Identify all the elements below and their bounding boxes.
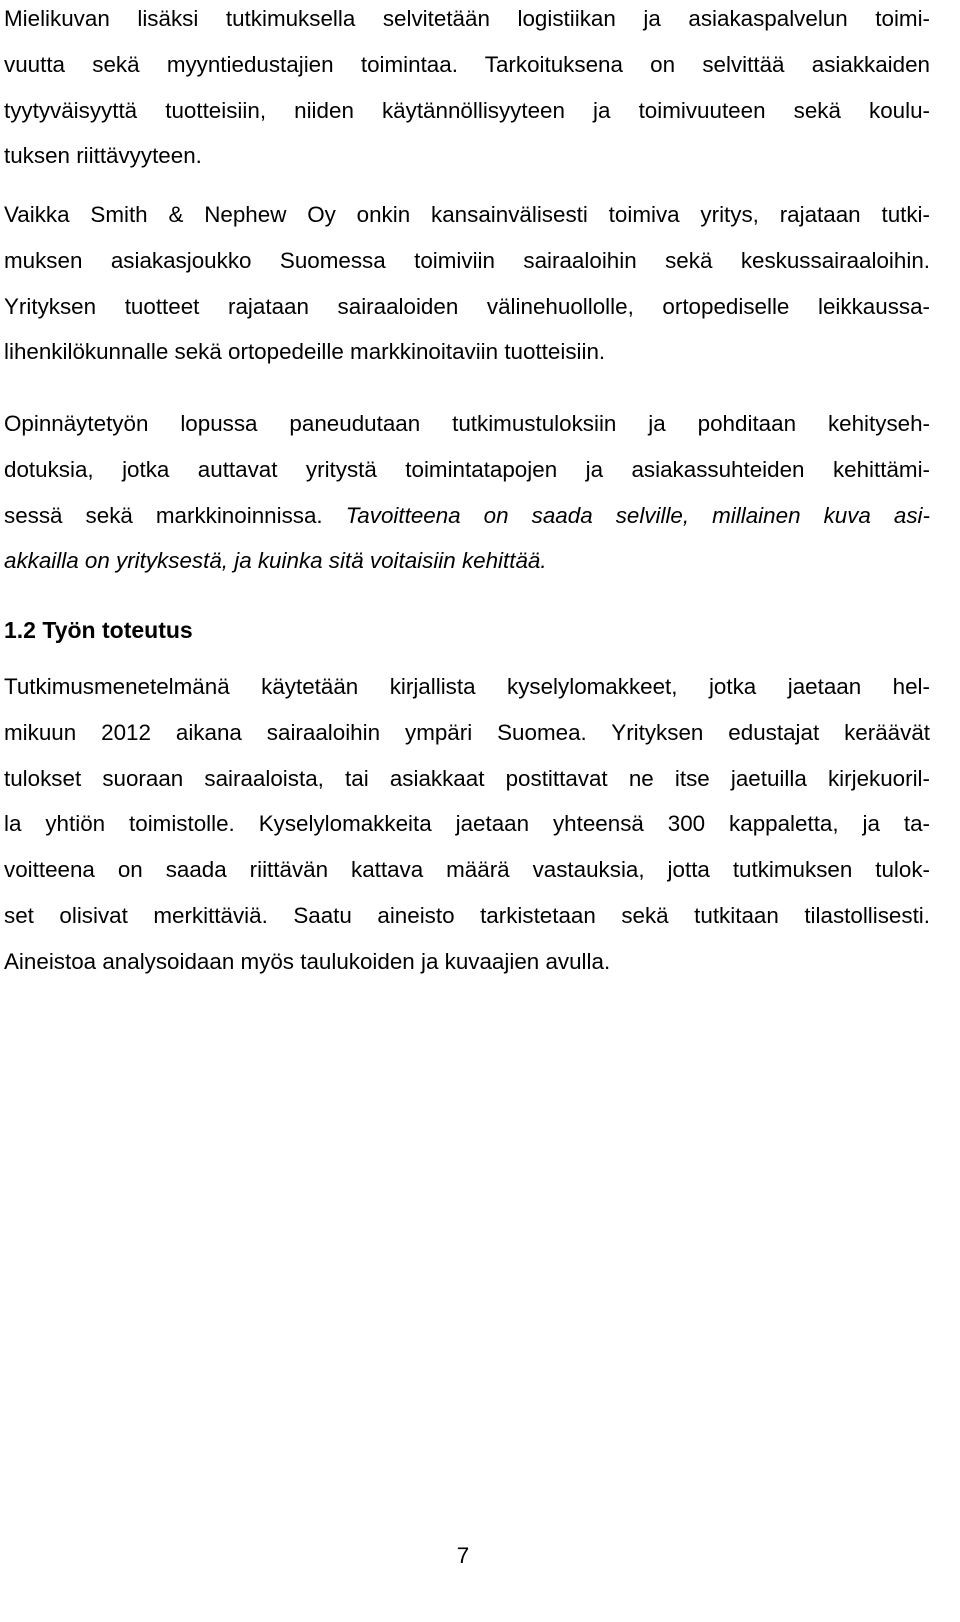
text-line: Aineistoa analysoidaan myös taulukoiden ja kuvaajien avulla.: [4, 948, 611, 974]
page-number: 7: [456, 1543, 470, 1568]
text-line: muksen asiakasjoukko Suomessa toimiviin sairaaloihin sekä keskussairaaloihin.: [4, 247, 930, 273]
text-line: tyytyväisyyttä tuotteisiin, niiden käytännöllisyyteen ja toimivuuteen sekä koulu-: [4, 97, 930, 123]
text-line: tuksen riittävyyteen.: [4, 143, 202, 169]
text-line: Mielikuvan lisäksi tutkimuksella selvitetään logistiikan ja asiakaspalvelun toimi-: [4, 6, 930, 31]
text-segment-plain: sessä sekä markkinoinnissa.: [4, 502, 346, 528]
text-line: tulokset suoraan sairaaloista, tai asiakkaat postittavat ne itse jaetuilla kirjekuoril-: [4, 765, 930, 791]
text-line: la yhtiön toimistolle. Kyselylomakkeita jaetaan yhteensä 300 kappaletta, ja ta-: [4, 811, 930, 837]
text-line: dotuksia, jotka auttavat yritystä toimintatapojen ja asiakassuhteiden kehittämi-: [4, 456, 930, 482]
text-line: vuutta sekä myyntiedustajien toimintaa. Tarkoituksena on selvittää asiakkaiden: [4, 51, 930, 77]
text-line: Yrityksen tuotteet rajataan sairaaloiden välinehuollolle, ortopediselle leikkaussa-: [4, 293, 930, 319]
text-line: lihenkilökunnalle sekä ortopedeille markkinoitaviin tuotteisiin.: [4, 339, 606, 365]
text-segment-italic: Tavoitteena on saada selville, millainen kuva asi-: [345, 502, 930, 528]
text-line: set olisivat merkittäviä. Saatu aineisto tarkistetaan sekä tutkitaan tilastollisesti.: [4, 902, 930, 928]
text-segment-italic: akkailla on yrityksestä, ja kuinka sitä voitaisiin kehittää.: [4, 548, 547, 574]
text-line: voitteena on saada riittävän kattava määrä vastauksia, jotta tutkimuksen tulok-: [4, 857, 930, 883]
paragraph-conclusions: [4, 401, 930, 584]
text-line: Opinnäytetyön lopussa paneudutaan tutkimustuloksiin ja pohditaan kehityseh-: [4, 411, 930, 436]
paragraph-customer-base: [4, 192, 930, 375]
text-line: Tutkimusmenetelmänä käytetään kirjallista kyselylomakkeet, jotka jaetaan hel-: [4, 674, 930, 699]
paragraph-study-scope: [4, 0, 930, 179]
text-line-italic: [4, 538, 930, 584]
text-line-mixed: [4, 493, 930, 539]
text-line: Vaikka Smith & Nephew Oy onkin kansainvälisesti toimiva yritys, rajataan tutki-: [4, 202, 930, 227]
text-line: mikuun 2012 aikana sairaaloihin ympäri Suomea. Yrityksen edustajat keräävät: [4, 719, 930, 745]
section-heading: 1.2 Työn toteutus: [4, 617, 193, 643]
paragraph-methodology: [4, 664, 930, 985]
